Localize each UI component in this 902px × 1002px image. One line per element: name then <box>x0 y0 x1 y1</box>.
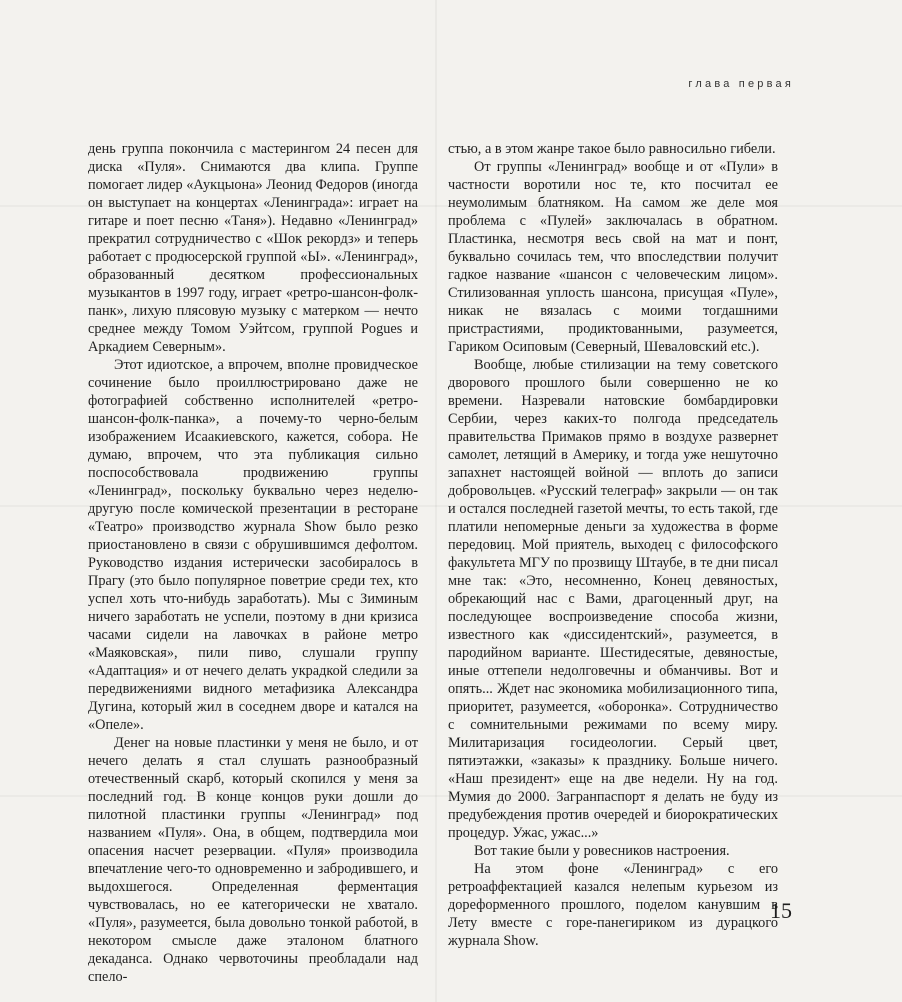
paragraph: От группы «Ленинград» вообще и от «Пули» в частности воротили нос те, кто посчитал ее неумолимым блатняком. На самом же деле моя проблема с «Пулей» заключалась в обратном. Пластинка, несмотря весь свой на мат и понт, буквально сочилась тем, что впоследствии получит гадкое название «шансон с человеческим лицом». Стилизованная уплость шансона, присущая «Пуле», никак не вязалась с моими тогдашними пристрастиями, продиктованными, разумеется, Гариком Осиповым (Северный, Шеваловский etc.). <box>448 159 778 355</box>
paragraph: Этот идиотское, а впрочем, вполне провидческое сочинение было проиллюстрировано даже не фотографией собственно исполнителей «ретро-шансон-фолк-панка», а почему-то черно-белым изображением Исаакиевского, кажется, собора. Не думаю, впрочем, что эта публикация сильно поспособствовала продвижению группы «Ленинград», поскольку буквально через неделю-другую после комической презентации в ресторане «Театро» производство журнала Show было резко приостановлено в связи с обрушившимся дефолтом. Руководство издания истерически засобиралось в Прагу (это было популярное поветрие среди тех, кто успел хоть что-нибудь заработать). Мы с Зиминым ничего заработать не успели, поэтому в дни кризиса часами сидели на лавочках в районе метро «Маяковская», пили пиво, слушали группу «Адаптация» и от нечего делать украдкой следили за передвижениями видного метафизика Александра Дугина, который жил в соседнем дворе и катался на «Опеле». <box>88 357 418 733</box>
paper-fold-vertical <box>435 0 437 1002</box>
paragraph: Вот такие были у ровесников настроения. <box>474 843 730 859</box>
paragraph: Денег на новые пластинки у меня не было, и от нечего делать я стал слушать разнообразный отечественный скарб, который скопился у меня за последний год. В конце концов руки дошли до пилотной пластинки группы «Ленинград» под названием «Пуля». Она, в общем, подтвердила мои опасения насчет резервации. «Пуля» производила впечатление чего-то одновременно и забродившего, и выдохшегося. Определенная ферментация чувствовалась, но ее категорически не хватало. «Пуля», разумеется, была довольно тонкой работой, в некотором смысле даже эталоном блатного декаданса. Однако червоточины преобладали над спело- <box>88 735 418 985</box>
left-column <box>88 140 418 986</box>
running-head: глава первая <box>688 78 794 90</box>
paragraph: стью, а в этом жанре такое было равносильно гибели. <box>448 141 776 157</box>
paragraph: Вообще, любые стилизации на тему советского дворового прошлого были совершенно не ко времени. Назревали натовские бомбардировки Сербии, через каких-то полгода председатель правительства Примаков прямо в воздухе развернет самолет, летящий в Америку, и тогда уже нешуточно запахнет настоящей войной — вплоть до записи добровольцев. «Русский телеграф» закрыли — он так и остался последней газетой мечты, то есть такой, где платили непомерные деньги за художества в форме передовиц. Мой приятель, выходец с философского факультета МГУ по прозвищу Штаубе, в те дни писал мне так: «Это, несомненно, Конец девяностых, обрекающий нас с Вами, драгоценный друг, на последующее воспроизведение способа жизни, известного как «диссидентский», разумеется, в пародийном варианте. Шестидесятые, девяностые, иные оттепели недолговечны и обманчивы. Вот и опять... Ждет нас экономика мобилизационного типа, приоритет, разумеется, «оборонка». Сотрудничество с сомнительными режимами по всему миру. Милитаризация госидеологии. Серый цвет, пятиэтажки, «заказы» к празднику. Больше ничего. «Наш президент» еще на две недели. Ну на год. Мумия до 2000. Загранпаспорт я делать не буду из предубеждения против очередей и биорократических процедур. Ужас, ужас...» <box>448 357 778 841</box>
paragraph: На этом фоне «Ленинград» с его ретроаффектацией казался нелепым курьезом из дореформенного прошлого, поделом канувшим в Лету вместе с горе-панегириком из дурацкого журнала Show. <box>448 861 778 949</box>
page-number: 15 <box>770 898 792 923</box>
right-column <box>448 140 778 950</box>
paragraph: день группа покончила с мастерингом 24 песен для диска «Пуля». Снимаются два клипа. Группе помогает лидер «Аукцыона» Леонид Федоров (иногда он выступает на концертах «Ленинграда»: играет на гитаре и поет песню «Таня»). Недавно «Ленинград» прекратил сотрудничество с «Шок рекордз» и теперь работает с продюсерской группой «Ы». «Ленинград», образованный десятком профессиональных музыкантов в 1997 году, играет «ретро-шансон-фолк-панк», лихую плясовую музыку с матерком — нечто среднее между Томом Уэйтсом, группой Pogues и Аркадием Северным». <box>88 141 418 355</box>
